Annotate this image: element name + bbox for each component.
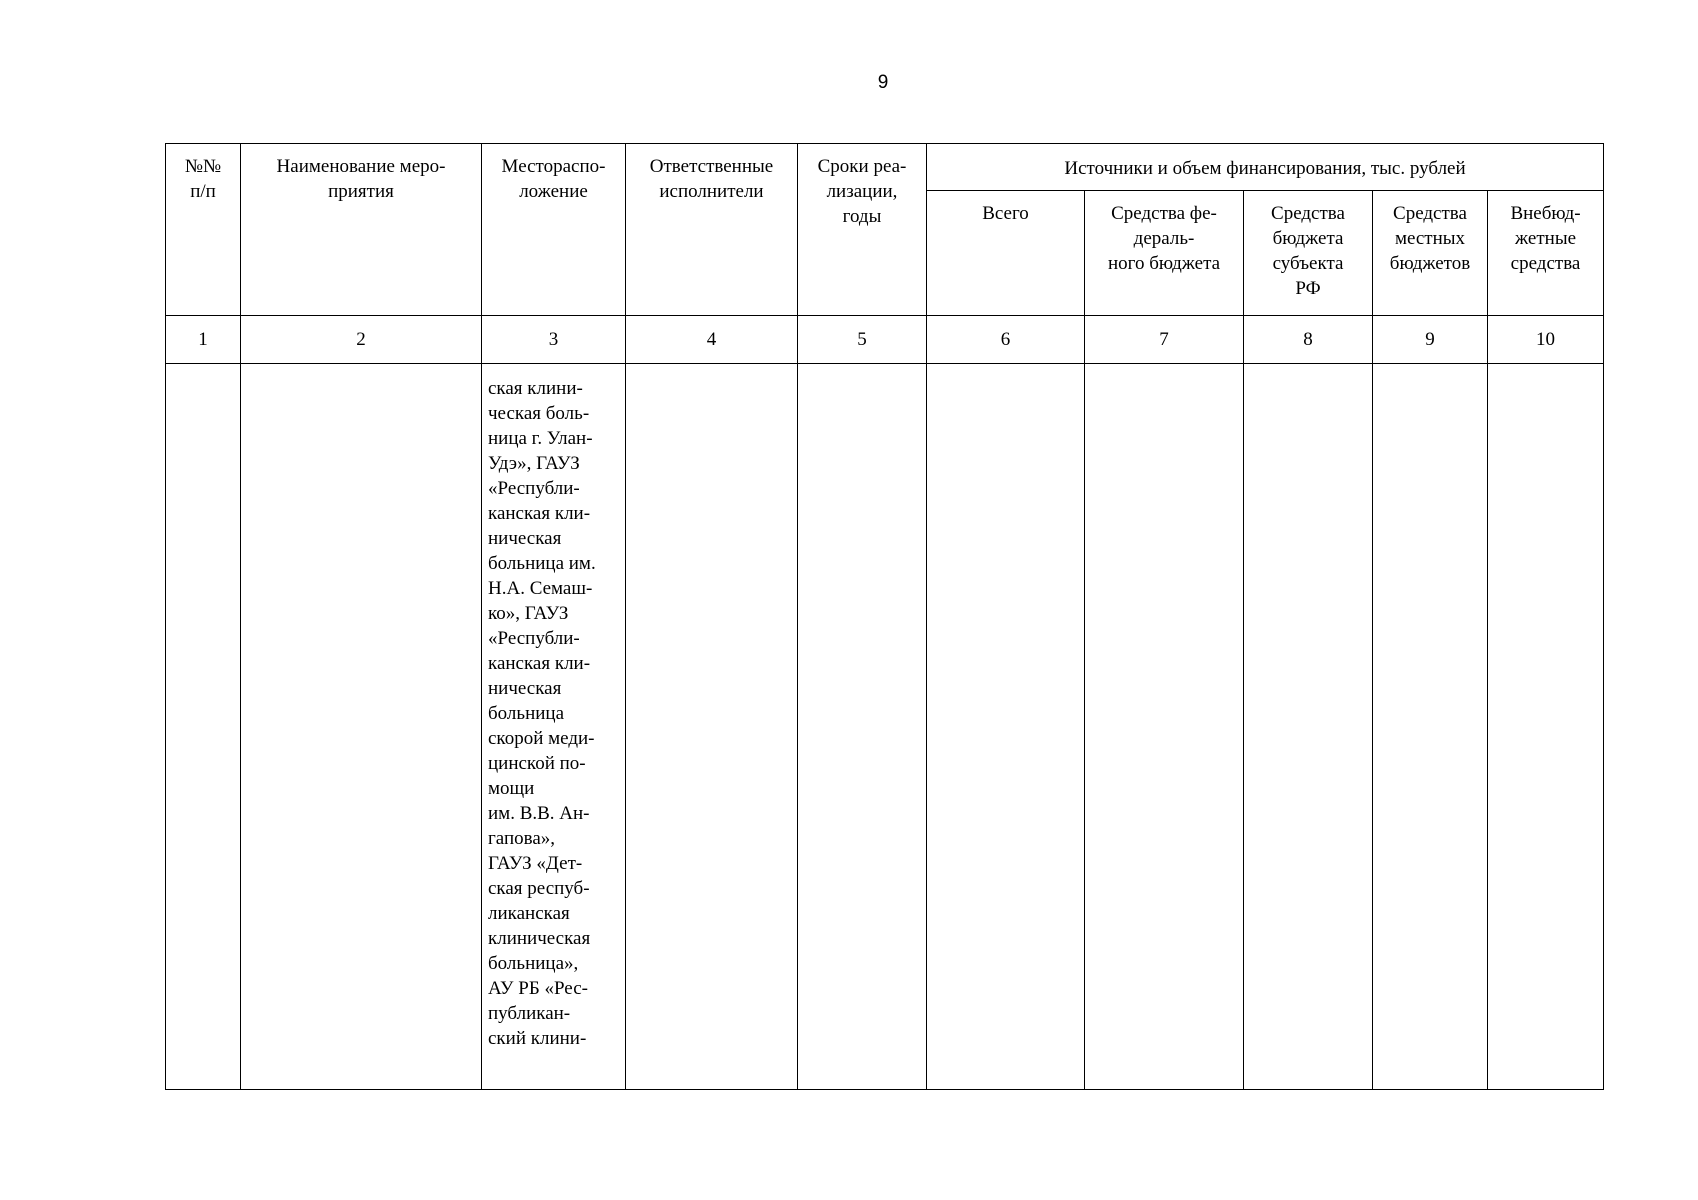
column-number-2: 2 [241,316,482,364]
column-number-9: 9 [1373,316,1488,364]
table-row [166,364,1604,1090]
header-funding-sources: Источники и объем финансирования, тыс. рублей [927,144,1604,191]
cell-extrabudgetary [1488,364,1604,1090]
column-number-1: 1 [166,316,241,364]
header-total: Всего [927,191,1085,316]
header-responsible: Ответственные исполнители [626,144,798,316]
cell-local-budgets [1373,364,1488,1090]
cell-terms [798,364,927,1090]
page-number: 9 [877,72,889,93]
header-federal-budget: Средства фе- дераль- ного бюджета [1085,191,1244,316]
column-number-6: 6 [927,316,1085,364]
header-subject-budget: Средства бюджета субъекта РФ [1244,191,1373,316]
financing-table [165,143,1604,1090]
cell-location: ская клини- ческая боль- ница г. Улан- Удэ», ГАУЗ «Республи- канская кли- ническая больница им. Н.А. Семаш- ко», ГАУЗ «Республи- канская кли- ническая больница скорой меди- цинской по- мощи им. В.В. Ан- гапова», ГАУЗ «Дет- ская респуб- ликанская клиническая больница», АУ РБ «Рес- публикан- ский клини- [482,364,626,1090]
header-location: Местораспо- ложение [482,144,626,316]
column-number-7: 7 [1085,316,1244,364]
cell-federal-budget [1085,364,1244,1090]
header-terms: Сроки реа- лизации, годы [798,144,927,316]
cell-total [927,364,1085,1090]
column-number-4: 4 [626,316,798,364]
cell-subject-budget [1244,364,1373,1090]
cell-event-name [241,364,482,1090]
header-number: №№ п/п [166,144,241,316]
column-number-3: 3 [482,316,626,364]
column-number-10: 10 [1488,316,1604,364]
cell-number [166,364,241,1090]
column-number-8: 8 [1244,316,1373,364]
cell-responsible [626,364,798,1090]
header-event-name: Наименование меро- приятия [241,144,482,316]
header-extrabudgetary: Внебюд- жетные средства [1488,191,1604,316]
column-number-5: 5 [798,316,927,364]
header-local-budgets: Средства местных бюджетов [1373,191,1488,316]
